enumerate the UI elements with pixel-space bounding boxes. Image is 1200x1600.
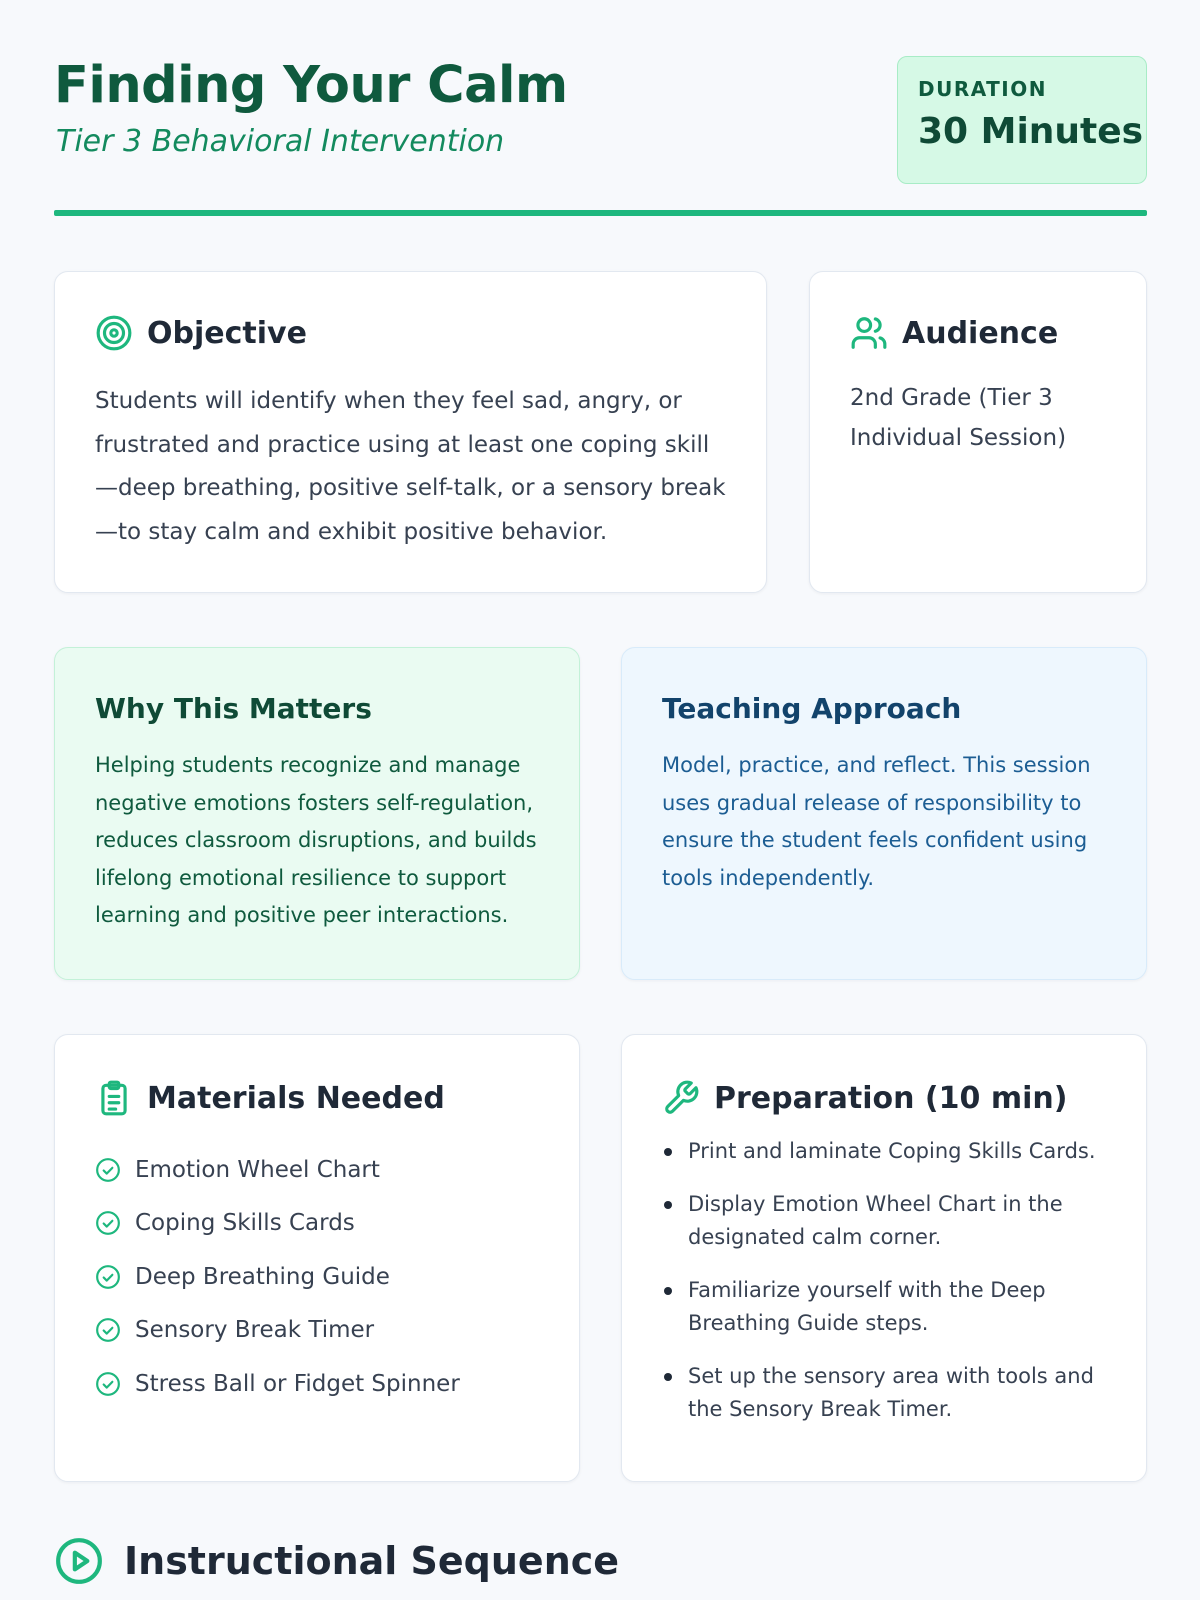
wrench-icon: [662, 1079, 700, 1117]
why-this-matters-title: Why This Matters: [95, 692, 372, 725]
material-label: Stress Ball or Fidget Spinner: [135, 1370, 460, 1397]
objective-title: Objective: [147, 315, 307, 351]
page-title: Finding Your Calm: [54, 56, 568, 115]
check-circle-icon: [95, 1264, 121, 1290]
instructional-sequence-heading: [54, 1536, 619, 1586]
users-icon: [850, 314, 888, 352]
list-item: Print and laminate Coping Skills Cards.: [662, 1135, 1106, 1168]
audience-title: Audience: [902, 315, 1059, 351]
objective-header: [95, 314, 726, 352]
teaching-approach-title: Teaching Approach: [662, 692, 962, 725]
clipboard-icon: [95, 1079, 133, 1117]
preparation-card: [621, 1034, 1147, 1482]
list-item: Set up the sensory area with tools and the Sensory Break Timer.: [662, 1360, 1106, 1426]
objective-card: [54, 271, 767, 593]
objective-body: Students will identify when they feel sad, angry, or frustrated and practice using at least one coping skill—deep breathing, positive self-talk, or a sensory break—to stay calm and exhibit positive behavior.: [95, 388, 726, 545]
materials-card: [54, 1034, 580, 1482]
check-circle-icon: [95, 1371, 121, 1397]
play-circle-icon: [54, 1536, 104, 1586]
teaching-approach-card: [621, 647, 1147, 980]
materials-list: [95, 1143, 539, 1411]
check-circle-icon: [95, 1317, 121, 1343]
material-label: Sensory Break Timer: [135, 1317, 375, 1344]
list-item: [95, 1197, 539, 1251]
materials-title: Materials Needed: [147, 1080, 445, 1116]
list-item: Familiarize yourself with the Deep Breathing Guide steps.: [662, 1274, 1106, 1340]
preparation-list: [662, 1135, 1106, 1426]
duration-label: DURATION: [918, 77, 1047, 101]
list-item: [95, 1304, 539, 1358]
instructional-sequence-title: Instructional Sequence: [124, 1539, 620, 1583]
why-this-matters-body: Helping students recognize and manage negative emotions fosters self-regulation, reduces classroom disruptions, and builds lifelong emotional resilience to support learning and positive peer interactions.: [95, 753, 537, 928]
page-subtitle: Tier 3 Behavioral Intervention: [56, 124, 505, 159]
preparation-title: Preparation (10 min): [714, 1080, 1068, 1116]
list-item: [95, 1357, 539, 1411]
audience-card: [809, 271, 1147, 593]
list-item: [95, 1143, 539, 1197]
teaching-approach-body: Model, practice, and reflect. This session uses gradual release of responsibility to ensure the student feels confident using tools independently.: [662, 753, 1091, 890]
material-label: Emotion Wheel Chart: [135, 1156, 380, 1183]
check-circle-icon: [95, 1210, 121, 1236]
material-label: Coping Skills Cards: [135, 1210, 355, 1237]
materials-header: [95, 1079, 539, 1117]
material-label: Deep Breathing Guide: [135, 1263, 390, 1290]
audience-header: [850, 314, 1106, 352]
target-icon: [95, 314, 133, 352]
check-circle-icon: [95, 1157, 121, 1183]
duration-badge: [897, 56, 1147, 184]
list-item: [95, 1250, 539, 1304]
duration-value: 30 Minutes: [918, 111, 1144, 152]
page-header: [54, 56, 1147, 216]
audience-body: 2nd Grade (Tier 3 Individual Session): [850, 385, 1067, 451]
header-divider: [54, 210, 1147, 216]
list-item: Display Emotion Wheel Chart in the designated calm corner.: [662, 1188, 1106, 1254]
preparation-header: [662, 1079, 1106, 1117]
why-this-matters-card: [54, 647, 580, 980]
